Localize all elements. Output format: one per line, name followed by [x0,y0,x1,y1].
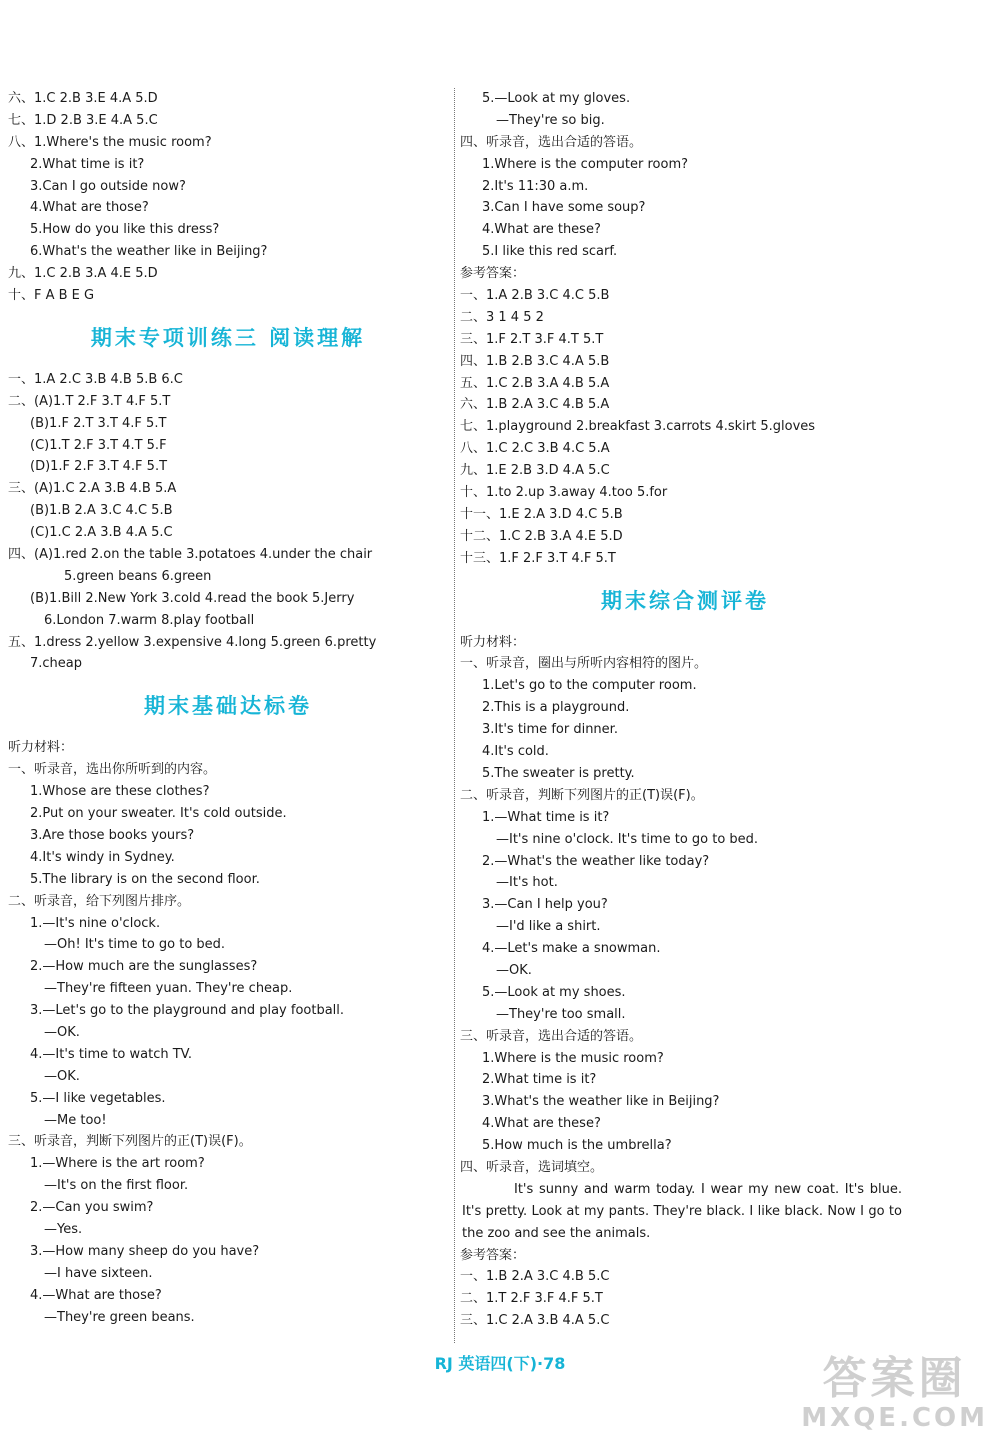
text-line: (B)1.F 2.T 3.T 4.F 5.T [30,415,167,431]
text-line: 三、1.F 2.T 3.F 4.T 5.T [460,331,604,347]
section-title: 期末综合测评卷 [601,588,769,613]
text-line: —They're so big. [496,112,605,128]
text-line: 五、1.dress 2.yellow 3.expensive 4.long 5.green 6.pretty [8,634,377,650]
text-line: 5.The library is on the second floor. [30,871,260,887]
text-line: 5.I like this red scarf. [482,244,618,260]
text-line: 十、1.to 2.up 3.away 4.too 5.for [460,485,668,501]
text-line: 二、听录音，给下列图片排序。 [8,893,191,909]
watermark-url: MXQE.COM [801,1403,988,1433]
text-line: 1.Whose are these clothes? [30,784,210,800]
text-line: 3.What's the weather like in Beijing? [482,1094,720,1110]
text-line: 一、听录音，圈出与所听内容相符的图片。 [460,656,708,672]
text-line: 2.This is a playground. [482,700,630,716]
column-divider [454,88,456,1343]
text-line: —It's nine o'clock. It's time to go to bed. [496,831,759,847]
text-line: —I have sixteen. [44,1265,153,1281]
text-line: —They're too small. [496,1006,626,1022]
text-line: 听力材料： [8,740,74,756]
text-line: 二、3 1 4 5 2 [460,309,544,325]
text-line: 4.—It's time to watch TV. [30,1046,193,1062]
page-footer: RJ 英语四(下)·78 [434,1354,566,1373]
text-line: —Yes. [44,1221,83,1237]
text-line: (B)1.B 2.A 3.C 4.C 5.B [30,503,173,519]
text-line: 四、1.B 2.B 3.C 4.A 5.B [460,353,610,369]
text-line: 4.It's cold. [482,744,549,760]
text-line: 七、1.D 2.B 3.E 4.A 5.C [8,112,158,128]
text-line: 3.Can I go outside now? [30,178,186,194]
text-line: —OK. [44,1024,80,1040]
text-line: 6.London 7.warm 8.play football [44,612,255,628]
text-line: (B)1.Bill 2.New York 3.cold 4.read the book 5.Jerry [30,590,355,606]
text-line: 7.cheap [30,656,83,672]
passage-body: It's sunny and warm today. I wear my new coat. It's blue. It's pretty. Look at my pants. They're black. I like black. Now I go to the zoo and see the animals. [462,1181,902,1241]
text-line: (D)1.F 2.F 3.T 4.F 5.T [30,459,168,475]
text-line: 4.—What are those? [30,1287,162,1303]
text-line: 3.It's time for dinner. [482,722,618,738]
text-line: 三、1.C 2.A 3.B 4.A 5.C [460,1313,610,1329]
text-line: 4.It's windy in Sydney. [30,849,175,865]
text-line: 六、1.C 2.B 3.E 4.A 5.D [8,91,158,106]
text-line: 5.How much is the umbrella? [482,1138,672,1154]
text-line: 四、听录音，选出合适的答语。 [460,134,643,150]
text-line: —Oh! It's time to go to bed. [44,937,226,953]
text-line: 3.—Can I help you? [482,897,608,913]
text-line: 一、1.A 2.C 3.B 4.B 5.B 6.C [8,371,183,387]
text-line: 参考答案： [460,266,526,282]
text-line: 4.What are those? [30,200,149,216]
text-line: 八、1.C 2.C 3.B 4.C 5.A [460,441,610,457]
text-line: 十、F A B E G [8,288,95,304]
text-line: —They're fifteen yuan. They're cheap. [44,981,293,997]
text-line: 一、1.B 2.A 3.C 4.B 5.C [460,1269,610,1285]
text-line: 2.Put on your sweater. It's cold outside. [30,806,287,822]
text-line: 1.Let's go to the computer room. [482,678,697,694]
text-line: —Me too! [44,1112,107,1128]
text-line: 七、1.playground 2.breakfast 3.carrots 4.skirt 5.gloves [460,419,816,435]
section-title: 期末专项训练三 阅读理解 [90,325,366,350]
text-line: 3.Are those books yours? [30,827,195,843]
text-line: 2.It's 11:30 a.m. [482,178,589,194]
text-line: 4.—Let's make a snowman. [482,941,661,957]
text-line: (C)1.C 2.A 3.B 4.A 5.C [30,525,173,541]
text-line: 4.What are these? [482,1116,601,1132]
text-line: 1.Where is the computer room? [482,156,689,172]
text-line: 二、1.T 2.F 3.F 4.F 5.T [460,1291,603,1307]
text-line: 5.—Look at my shoes. [482,984,626,1000]
text-line: 2.What time is it? [482,1072,597,1088]
text-line: 十三、1.F 2.F 3.T 4.F 5.T [460,550,616,566]
text-line: 5.The sweater is pretty. [482,765,635,781]
text-line: 二、(A)1.T 2.F 3.T 4.F 5.T [8,393,171,409]
text-line: 三、听录音，判断下列图片的正(T)误(F)。 [8,1134,252,1150]
text-line: 听力材料： [460,634,526,650]
text-line: 5.green beans 6.green [64,568,212,584]
text-line: 参考答案： [460,1247,526,1263]
text-line: 1.—What time is it? [482,809,610,825]
text-line: 5.—I like vegetables. [30,1090,166,1106]
text-line: —It's on the first floor. [44,1178,189,1194]
text-line: 3.Can I have some soup? [482,200,646,216]
text-line: 四、听录音，选词填空。 [460,1159,604,1175]
text-line: 1.—Where is the art room? [30,1156,205,1172]
text-line: 1.Where is the music room? [482,1050,664,1066]
text-line: 5.How do you like this dress? [30,222,220,238]
right-column [460,88,910,1332]
left-column [8,88,448,1328]
text-line: 十二、1.C 2.B 3.A 4.E 5.D [460,528,623,544]
text-line: 3.—Let's go to the playground and play football. [30,1003,345,1019]
text-line: 1.—It's nine o'clock. [30,915,161,931]
passage-text [460,1179,902,1245]
text-line: 3.—How many sheep do you have? [30,1243,260,1259]
text-line: 四、(A)1.red 2.on the table 3.potatoes 4.under the chair [8,547,373,563]
text-line: 4.What are these? [482,222,601,238]
text-line: 三、听录音，选出合适的答语。 [460,1028,643,1044]
text-line: —It's hot. [496,875,558,891]
text-line: 十一、1.E 2.A 3.D 4.C 5.B [460,506,623,522]
text-line: 九、1.E 2.B 3.D 4.A 5.C [460,463,610,479]
watermark-text: 答案圈 [822,1353,967,1404]
text-line: —OK. [496,962,532,978]
text-line: 六、1.B 2.A 3.C 4.B 5.A [460,397,610,413]
text-line: 一、1.A 2.B 3.C 4.C 5.B [460,288,610,304]
text-line: 2.What time is it? [30,156,145,172]
text-line: —I'd like a shirt. [496,919,601,935]
text-line: 九、1.C 2.B 3.A 4.E 5.D [8,266,158,282]
text-line: 八、1.Where's the music room? [8,134,212,150]
watermark-logo [801,1355,988,1433]
text-line: 2.—Can you swim? [30,1200,154,1216]
text-line: 三、(A)1.C 2.A 3.B 4.B 5.A [8,481,177,497]
text-line: —They're green beans. [44,1309,195,1325]
text-line: 2.—How much are the sunglasses? [30,959,258,975]
text-line: —OK. [44,1068,80,1084]
text-line: 6.What's the weather like in Beijing? [30,244,268,260]
text-line: 一、听录音，选出你所听到的内容。 [8,762,217,778]
text-line: 五、1.C 2.B 3.A 4.B 5.A [460,375,610,391]
text-line: (C)1.T 2.F 3.T 4.T 5.F [30,437,167,453]
text-line: 5.—Look at my gloves. [482,91,631,106]
section-title: 期末基础达标卷 [144,694,312,719]
text-line: 二、听录音，判断下列图片的正(T)误(F)。 [460,787,704,803]
text-line: 2.—What's the weather like today? [482,853,710,869]
